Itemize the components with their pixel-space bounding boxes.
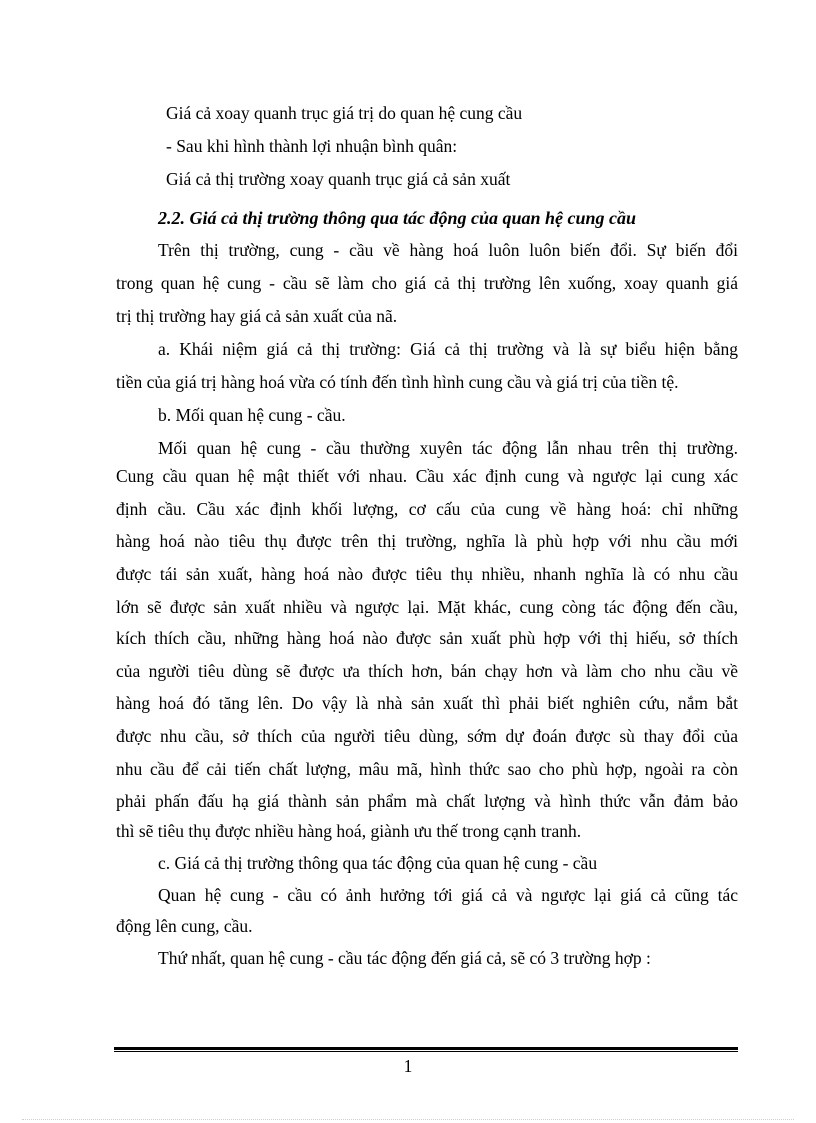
para4-line-2: động lên cung, cầu. bbox=[116, 916, 253, 936]
para3-line-6: lớn sẽ được sản xuất nhiều và ngược lại. Mặt khác, cung còng tác động đến cầu, bbox=[116, 597, 738, 617]
para4-line-1: Quan hệ cung - cầu có ảnh hưởng tới giá cả và ngược lại giá cả cũng tác bbox=[158, 885, 738, 905]
footer-rule bbox=[114, 1047, 738, 1052]
page-edge-divider bbox=[22, 1119, 794, 1120]
para3-line-11: nhu cầu để cải tiến chất lượng, mâu mã, hình thức sao cho phù hợp, ngoài ra còn bbox=[116, 759, 738, 779]
para3-line-1: Mối quan hệ cung - cầu thường xuyên tác động lẫn nhau trên thị trường. bbox=[158, 438, 738, 458]
intro-line-2: - Sau khi hình thành lợi nhuận bình quân: bbox=[166, 136, 458, 156]
para3-line-2: Cung cầu quan hệ mật thiết với nhau. Cầu xác định cung và ngược lại cung xác bbox=[116, 466, 738, 486]
subheading-c: c. Giá cả thị trường thông qua tác động của quan hệ cung - cầu bbox=[158, 853, 598, 873]
para3-line-4: hàng hoá nào tiêu thụ được trên thị trường, nghĩa là phù hợp với nhu cầu mới bbox=[116, 531, 738, 551]
para3-line-10: được nhu cầu, sở thích của người tiêu dùng, sớm dự đoán được sù thay đổi của bbox=[116, 726, 738, 746]
section-heading: 2.2. Giá cả thị trường thông qua tác động của quan hệ cung cầu bbox=[158, 208, 637, 228]
para1-line-1: Trên thị trường, cung - cầu về hàng hoá luôn luôn biến đổi. Sự biến đổi bbox=[158, 240, 738, 260]
para3-line-12: phải phấn đấu hạ giá thành sản phẩm mà chất lượng và hình thức vẫn đảm bảo bbox=[116, 791, 738, 811]
para3-line-9: hàng hoá đó tăng lên. Do vậy là nhà sản xuất thì phải biết nghiên cứu, nắm bắt bbox=[116, 693, 738, 713]
para3-line-8: của người tiêu dùng sẽ được ưa thích hơn, bán chạy hơn và làm cho nhu cầu về bbox=[116, 661, 738, 681]
page-number: 1 bbox=[403, 1056, 413, 1076]
para3-line-13: thì sẽ tiêu thụ được nhiều hàng hoá, giành ưu thế trong cạnh tranh. bbox=[116, 821, 582, 841]
para3-line-5: được tái sản xuất, hàng hoá nào được tiêu thụ nhiều, nhanh nghĩa là có nhu cầu bbox=[116, 564, 738, 584]
para5-line-1: Thứ nhất, quan hệ cung - cầu tác động đến giá cả, sẽ có 3 trường hợp : bbox=[158, 948, 651, 968]
intro-line-1: Giá cả xoay quanh trục giá trị do quan hệ cung cầu bbox=[166, 103, 523, 123]
para3-line-7: kích thích cầu, những hàng hoá nào được sản xuất phù hợp với thị hiếu, sở thích bbox=[116, 628, 738, 648]
para2-line-1: a. Khái niệm giá cả thị trường: Giá cả thị trường và là sự biểu hiện bằng bbox=[158, 339, 738, 359]
subheading-b: b. Mối quan hệ cung - cầu. bbox=[158, 405, 346, 425]
para3-line-3: định cầu. Cầu xác định khối lượng, cơ cấu của cung về hàng hoá: chỉ những bbox=[116, 499, 738, 519]
para1-line-2: trong quan hệ cung - cầu sẽ làm cho giá cả thị trường lên xuống, xoay quanh giá bbox=[116, 273, 738, 293]
intro-line-3: Giá cả thị trường xoay quanh trục giá cả sản xuất bbox=[166, 169, 511, 189]
para1-line-3: trị thị trường hay giá cả sản xuất của nã. bbox=[116, 306, 398, 326]
para2-line-2: tiền của giá trị hàng hoá vừa có tính đến tình hình cung cầu và giá trị của tiền tệ. bbox=[116, 372, 679, 392]
